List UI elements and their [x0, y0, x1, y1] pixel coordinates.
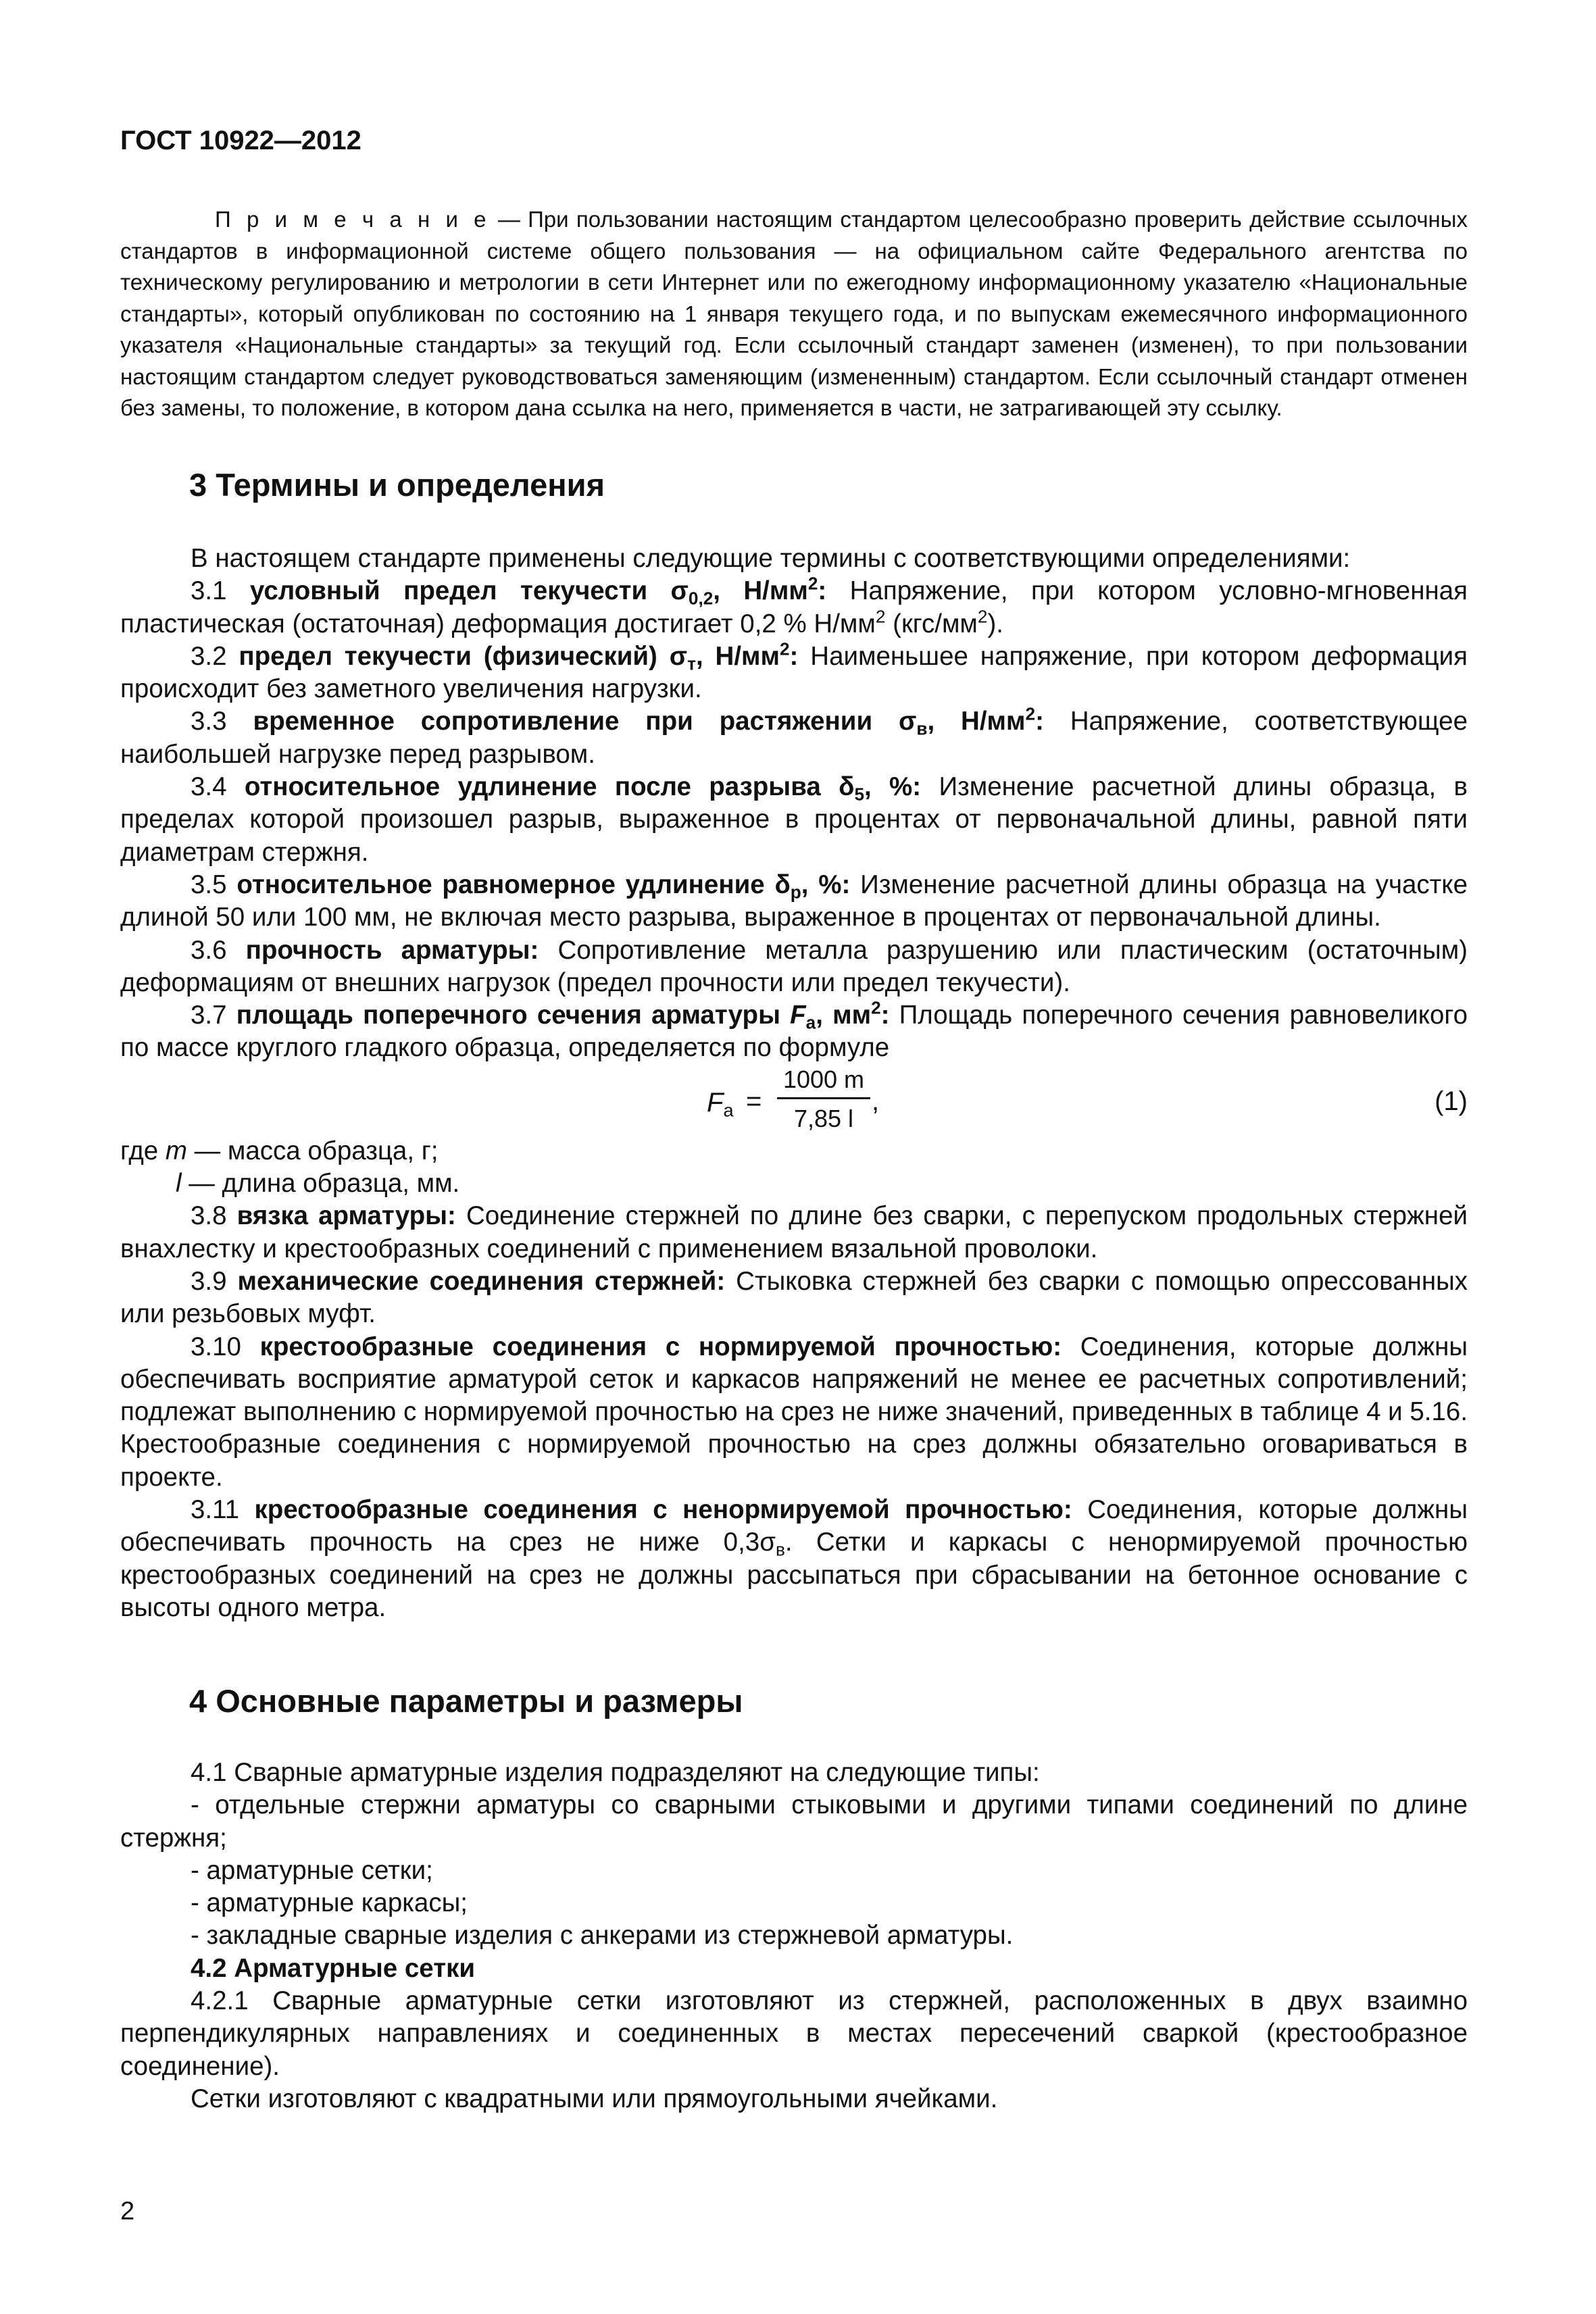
section-3-body — [120, 543, 1468, 1624]
formula-1 — [120, 1065, 1468, 1135]
document-number: ГОСТ 10922—2012 — [120, 126, 361, 155]
formula-equals: = — [746, 1086, 762, 1116]
term-3-10: 3.10 крестообразные соединения с нормируемой прочностью: Соединения, которые должны обеспечивать восприятие арматурой сеток и каркасов напряжений не менее ее расчетных сопротивлений; подлежат выполнению с нормируемой прочностью на срез не ниже значений, приведенных в таблице 4 и 5.16. Крестообразные соединения с нормируемой прочностью на срез должны обязательно оговариваться в проекте. — [120, 1332, 1468, 1492]
paragraph-4-2-1: 4.2.1 Сварные арматурные сетки изготовляют из стержней, расположенных в двух взаимно перпендикулярных направлениях и соединенных в местах пересечений сваркой (крестообразное соединение). — [120, 1986, 1468, 2081]
subsection-4-2-title: 4.2 Арматурные сетки — [191, 1953, 475, 1983]
formula-denominator: 7,85 l — [793, 1104, 854, 1132]
section-3-title: 3 Термины и определения — [189, 467, 605, 503]
term-3-1: 3.1 условный предел текучести $\sigma_{0,2}$, $Н/мм^2$: Напряжение, при котором условно-мгновенная пластическая (остаточная) деформация достигает 0,2 % $Н/мм^2$ $(кгс/мм^2)$. — [120, 573, 1468, 638]
list-item: - арматурные сетки; — [191, 1855, 433, 1885]
formula-comma: , — [872, 1086, 880, 1116]
list-item: - отдельные стержни арматуры со сварными стыковыми и другими типами соединений по длине стержня; — [120, 1790, 1468, 1853]
note-label: П р и м е ч а н и е — [215, 207, 491, 232]
term-3-3: 3.3 временное сопротивление при растяжении $\sigma_в$, $Н/мм^2$: Напряжение, соответствующее наибольшей нагрузке перед разрывом. — [120, 704, 1468, 769]
term-3-8: 3.8 вязка арматуры: Соединение стержней по длине без сварки, с перепуском продольных стержней внахлестку и крестообразных соединений с применением вязальной проволоки. — [120, 1201, 1468, 1263]
paragraph-4-1: 4.1 Сварные арматурные изделия подразделяют на следующие типы: — [191, 1758, 1040, 1787]
where-m: где m — масса образца, г; — [120, 1136, 439, 1165]
section-3-intro: В настоящем стандарте применены следующие термины с соответствующими определениями: — [191, 544, 1351, 573]
list-item: - арматурные каркасы; — [191, 1888, 468, 1918]
formula-number: (1) — [1435, 1086, 1468, 1116]
where-l: l — длина образца, мм. — [176, 1169, 460, 1199]
paragraph-last: Сетки изготовляют с квадратными или прямоугольными ячейками. — [191, 2084, 998, 2113]
formula-numerator: 1000 m — [782, 1065, 865, 1093]
page-number: 2 — [120, 2197, 135, 2225]
term-3-5: 3.5 относительное равномерное удлинение $\delta_р$, %: Изменение расчетной длины образца на участке длиной 50 или 100 мм, не включая место разрыва, выраженное в процентах от первоначальной длины. — [120, 870, 1468, 932]
section-4-title: 4 Основные параметры и размеры — [189, 1683, 743, 1719]
note-text: — При пользовании настоящим стандартом целесообразно проверить действие ссылочных стандартов в информационной системе общего пользования — на официальном сайте Федерального агентства по техническому регулированию и метрологии в сети Интернет или по ежегодному информационному указателю «Национальные стандарты», который опубликован по состоянию на 1 января текущего года, и по выпускам ежемесячного информационного указателя «Национальные стандарты» за текущий год. Если ссылочный стандарт заменен (изменен), то при пользовании настоящим стандартом следует руководствоваться заменяющим (измененным) стандартом. Если ссылочный стандарт отменен без замены, то положение, в котором дана ссылка на него, применяется в части, не затрагивающей эту ссылку. — [120, 207, 1468, 420]
term-3-6: 3.6 прочность арматуры: Сопротивление металла разрушению или пластическим (остаточным) деформациям от внешних нагрузок (предел прочности или предел текучести). — [120, 935, 1468, 997]
list-item: - закладные сварные изделия с анкерами из стержневой арматуры. — [191, 1921, 1014, 1951]
term-3-11: 3.11 крестообразные соединения с ненормируемой прочностью: Соединения, которые должны обеспечивать прочность на срез не ниже $0,3\sigma_в$. Сетки и каркасы с ненормируемой прочностью крестообразных соединений на срез не должны рассыпаться при сбрасывании на бетонное основание с высоты одного метра. — [120, 1495, 1468, 1622]
section-4-body — [120, 1757, 1468, 2115]
term-3-7: 3.7 площадь поперечного сечения арматуры $F_а$, $мм^2$: Площадь поперечного сечения равновеликого по массе круглого гладкого образца, определяется по формуле — [120, 997, 1468, 1063]
formula-fraction-bar — [777, 1097, 870, 1099]
term-3-2: 3.2 предел текучести (физический) $\sigma_т$, $Н/мм^2$: Наименьшее напряжение, при котором деформация происходит без заметного увеличения нагрузки. — [120, 638, 1468, 704]
formula-lhs: $F_а$ — [707, 1087, 734, 1121]
term-3-9: 3.9 механические соединения стержней: Стыковка стержней без сварки с помощью опрессованных или резьбовых муфт. — [120, 1266, 1468, 1329]
note-paragraph — [120, 204, 1468, 424]
term-3-4: 3.4 относительное удлинение после разрыва $\delta_5$, %: Изменение расчетной длины образца, в пределах которой произошел разрыв, выраженное в процентах от первоначальной длины, равной пяти диаметрам стержня. — [120, 772, 1468, 867]
